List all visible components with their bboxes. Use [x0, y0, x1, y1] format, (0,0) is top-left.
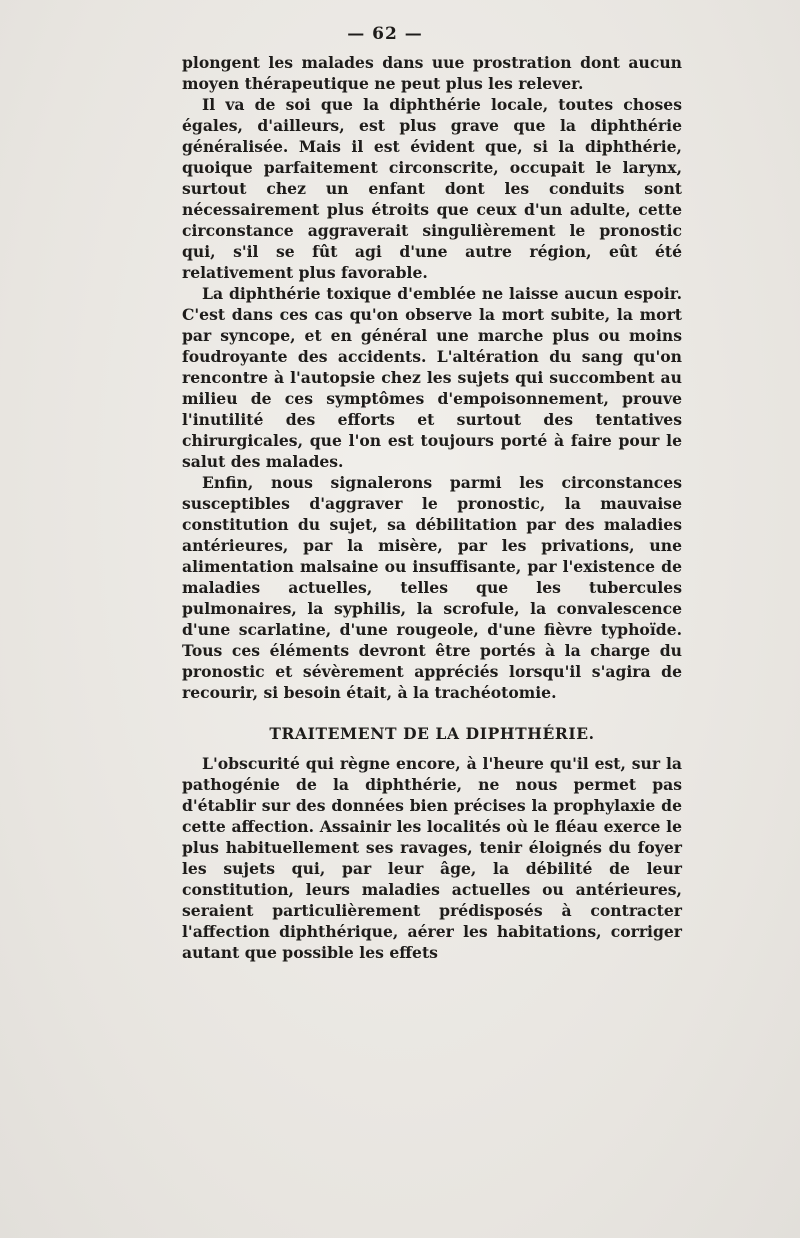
paragraph-4: Enfin, nous signalerons parmi les circonstances susceptibles d'aggraver le pronostic, la mauvaise constitution du sujet, sa débilitation par des maladies antérieures, par la misère, par les privations, une alimentation malsaine ou insuffisante, par l'existence de maladies actuelles, telles que les tubercules pulmonaires, la syphilis, la scrofule, la convalescence d'une scarlatine, d'une rougeole, d'une fièvre typhoïde. Tous ces éléments devront être portés à la charge du pronostic et sévèrement appréciés lorsqu'il s'agira de recourir, si besoin était, à la trachéotomie. — [182, 473, 682, 702]
paragraph-5: L'obscurité qui règne encore, à l'heure qu'il est, sur la pathogénie de la diphthérie, ne nous permet pas d'établir sur des données bien précises la prophylaxie de cette affection. Assainir les localités où le fléau exerce le plus habituellement ses ravages, tenir éloignés du foyer les sujets qui, par leur âge, la débilité de leur constitution, leurs maladies actuelles ou antérieures, seraient particulièrement prédisposés à contracter l'affection diphthérique, aérer les habitations, corriger autant que possible les effets — [182, 754, 682, 962]
section-heading: TRAITEMENT DE LA DIPHTHÉRIE. — [269, 724, 595, 743]
paragraph-2: Il va de soi que la diphthérie locale, toutes choses égales, d'ailleurs, est plus grave que la diphthérie généralisée. Mais il est évident que, si la diphthérie, quoique parfaitement circonscrite, occupait le larynx, surtout chez un enfant dont les conduits sont nécessairement plus étroits que ceux d'un adulte, cette circonstance aggraverait singulièrement le pronostic qui, s'il se fût agi d'une autre région, eût été relativement plus favorable. — [182, 95, 682, 282]
page-body — [182, 52, 682, 963]
page-number: — 62 — — [347, 24, 423, 44]
paragraph-3: La diphthérie toxique d'emblée ne laisse aucun espoir. C'est dans ces cas qu'on observe la mort subite, la mort par syncope, et en général une marche plus ou moins foudroyante des accidents. L'altération du sang qu'on rencontre à l'autopsie chez les sujets qui succombent au milieu de ces symptômes d'empoisonnement, prouve l'inutilité des efforts et surtout des tentatives chirurgicales, que l'on est toujours porté à faire pour le salut des malades. — [182, 284, 682, 471]
paragraph-1: plongent les malades dans uue prostration dont aucun moyen thérapeutique ne peut plus les relever. — [182, 53, 682, 93]
